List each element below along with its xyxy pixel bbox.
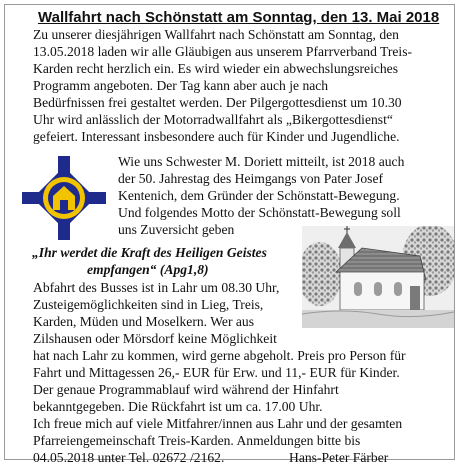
departure-line: Zusteigemöglichkeiten sind in Lieg, Treis, bbox=[33, 297, 264, 312]
closing-line: Der genaue Programmablauf wird während der Hinfahrt bbox=[33, 382, 339, 397]
anniversary-line: Wie uns Schwester M. Doriett mitteilt, ist 2018 auch bbox=[118, 154, 405, 169]
anniversary-line: Und folgendes Motto der Schönstatt-Bewegung soll bbox=[118, 205, 401, 220]
intro-line: gefeiert. Interessant insbesondere auch für Kinder und Jugendliche. bbox=[33, 129, 400, 144]
anniversary-line: der 50. Jahrestag des Heimgangs von Pater Josef bbox=[118, 171, 384, 186]
motto-line: „Ihr werdet die Kraft des Heiligen Geistes bbox=[32, 245, 267, 260]
departure-paragraph bbox=[33, 279, 279, 347]
anniversary-line: Kentenich, dem Gründer der Schönstatt-Bewegung. bbox=[118, 188, 400, 203]
closing-line: hat nach Lahr zu kommen, wird gerne abgeholt. Preis pro Person für bbox=[33, 348, 406, 363]
departure-line: Abfahrt des Busses ist in Lahr um 08.30 Uhr, bbox=[33, 280, 280, 295]
intro-line: Programm angeboten. Der Tag kann aber auch je nach bbox=[33, 78, 329, 93]
intro-paragraph bbox=[33, 26, 412, 145]
registration-line: 04.05.2018 unter Tel. 02672 /2162. bbox=[33, 450, 225, 465]
closing-line: bekanntgegeben. Die Rückfahrt ist um ca. 17.00 Uhr. bbox=[33, 399, 323, 414]
intro-line: Bedürfnissen frei gestaltet werden. Der Pilgergottesdienst um 10.30 bbox=[33, 95, 402, 110]
motto-quote bbox=[32, 244, 267, 278]
closing-line: Ich freue mich auf viele Mitfahrer/innen aus Lahr und der gesamten bbox=[33, 416, 403, 431]
author-signature: Hans-Peter Färber bbox=[289, 450, 389, 465]
intro-line: 13.05.2018 laden wir alle Gläubigen aus unserem Pfarrverband Treis- bbox=[33, 44, 413, 59]
motto-line: empfangen“ (Apg1,8) bbox=[87, 262, 209, 277]
departure-line: Zilshausen oder Mörsdorf keine Möglichkeit bbox=[33, 331, 277, 346]
chapel-illustration bbox=[302, 226, 454, 328]
article-title: Wallfahrt nach Schönstatt am Sonntag, den 13. Mai 2018 bbox=[38, 9, 440, 26]
closing-paragraph bbox=[33, 347, 406, 449]
schoenstatt-logo bbox=[22, 156, 106, 240]
closing-line: Fahrt und Mittagessen 26,- EUR für Erw. und 11,- EUR für Kinder. bbox=[33, 365, 400, 380]
intro-line: Karden recht herzlich ein. Es wird wieder ein abwechslungsreiches bbox=[33, 61, 398, 76]
intro-line: Zu unserer diesjährigen Wallfahrt nach Schönstatt am Sonntag, den bbox=[33, 27, 399, 42]
intro-line: Uhr wird anlässlich der Motorradwallfahrt als „Bikergottesdienst“ bbox=[33, 112, 393, 127]
anniversary-line: uns Zuversicht geben bbox=[118, 222, 235, 237]
departure-line: Karden, Müden und Moselkern. Wer aus bbox=[33, 314, 255, 329]
closing-line: Pfarreiengemeinschaft Treis-Karden. Anmeldungen bitte bis bbox=[33, 433, 361, 448]
